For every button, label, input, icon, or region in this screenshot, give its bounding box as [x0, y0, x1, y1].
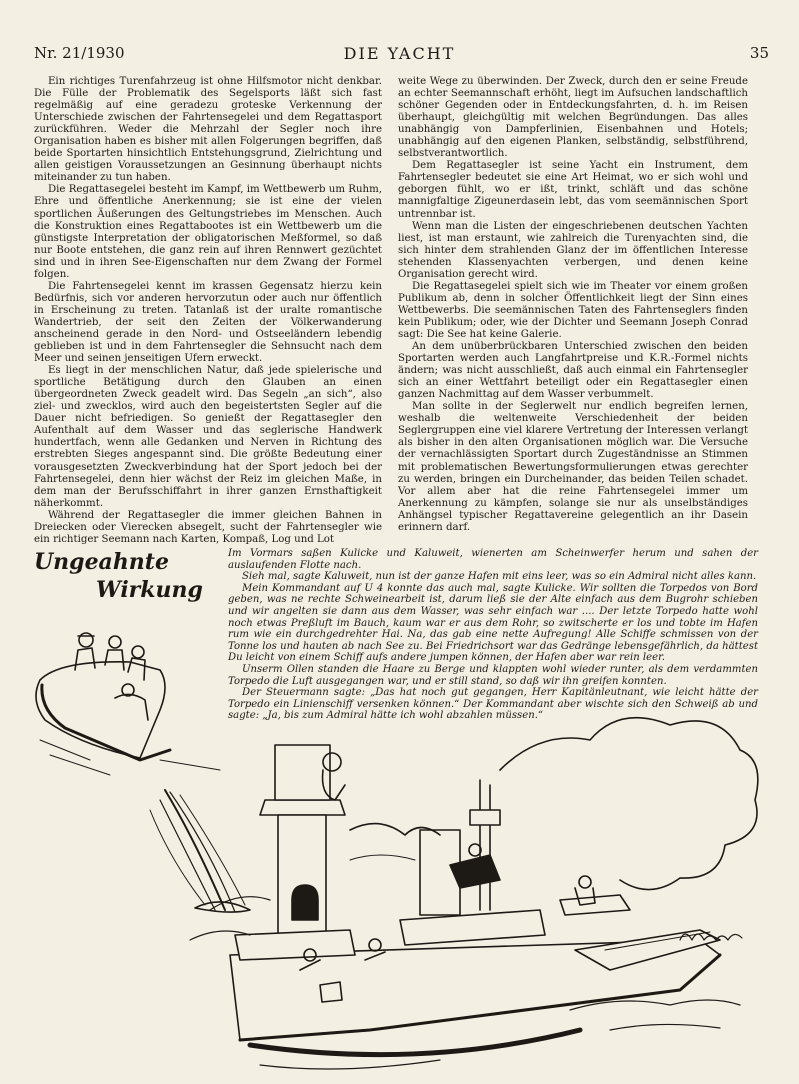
feature-title-line-1: Ungeahnte	[34, 549, 169, 575]
article-left-column	[34, 76, 382, 546]
paragraph: Die Regattasegelei besteht im Kampf, im Wettbewerb um Ruhm, Ehre und öffentliche Anerkennung; sie ist eine der vielen sportlichen Äußerungen des Geltungstriebes im Menschen. Auch die Konstruktion eines Regattabootes ist ein Wettbewerb um die günstigste Interpretation der obligatorischen Meßformel, so daß nur Boote entstehen, die ganz rein auf ihren Rennwert gezüchtet sind und in ihren See-Eigenschaften nur dem Zwang der Formel folgen.	[34, 184, 382, 280]
paragraph: weite Wege zu überwinden. Der Zweck, durch den er seine Freude an echter Seemannschaft erhöht, liegt im Aufsuchen landschaftlich schöner Gegenden oder in Entdeckungsfahrten, d. h. im Reisen überhaupt, gleichgültig mit welchen Begründungen. Das alles unabhängig von Dampferlinien, Eisenbahnen und Hotels; unabhängig auf den eigenen Planken, selbständig, selbstführend, selbstverantwortlich.	[398, 76, 748, 160]
submarine-icon	[36, 633, 170, 760]
tower-icon	[260, 745, 345, 935]
paragraph: Die Fahrtensegelei kennt im krassen Gegensatz hierzu kein Bedürfnis, sich vor anderen hervorzutun oder auch nur öffentlich in Erscheinung zu treten. Tatanlaß ist der uralte romantische Wandertrieb, der seit den Zeiten der Völkerwanderung anscheinend gerade in den Nord- und Ostseeländern lebendig geblieben ist und in dem Fahrtensegler die Sehnsucht nach dem Meer und seinen jenseitigen Ufern erweckt.	[34, 280, 382, 365]
paragraph: Während der Regattasegler die immer gleichen Bahnen in Dreiecken oder Vierecken absegelt, sucht der Fahrtensegler wie ein richtiger Seemann nach Karten, Kompaß, Log und Lot	[34, 509, 382, 545]
page-number: 35	[749, 44, 769, 62]
feature-title	[34, 548, 209, 604]
paragraph: Die Regattasegelei spielt sich wie im Theater vor einem großen Publikum ab, denn in solcher Öffentlichkeit liegt der Sinn eines Wettbewerbs. Die seemännischen Taten des Fahrtenseglers finden kein Publikum; oder, wie der Dichter und Seemann Joseph Conrad sagt: Die See hat keine Galerie.	[398, 280, 748, 340]
paragraph: An dem unüberbrückbaren Unterschied zwischen den beiden Sportarten werden auch Langfahrtpreise und K.R.-Formel nichts ändern; was nicht ausschließt, daß auch einmal ein Fahrtensegler sich an einer Wettfahrt beteiligt oder ein Regattasegler einen ganzen Nachmittag auf dem Wasser verbummelt.	[398, 341, 748, 401]
water-spray-icon	[150, 790, 250, 912]
story-paragraph: Mein Kommandant auf U 4 konnte das auch mal, sagte Kulicke. Wir sollten die Torpedos von Bord geben, was ne rechte Schweinearbeit ist, darum ließ sie der Alte einfach aus dem Bugrohr schieben und wir angelten sie dann aus dem Wasser, was sehr einfach war .... Der letzte Torpedo hatte wohl noch etwas Preßluft im Bauch, kaum war er aus dem Rohr, so zwitscherte er los und tobte im Hafen rum wie ein durchgedrehter Hai. Na, das gab eine nette Aufregung! Alle Schiffe schmissen von der Tonne los und hauten ab nach See zu. Bei Friedrichsort war das Gedränge lebensgefährlich, da hättest Du leicht von einem Schiff aufs andere jumpen können, der Hafen aber war rein leer.	[228, 582, 758, 664]
paragraph: Dem Regattasegler ist seine Yacht ein Instrument, dem Fahrtensegler bedeutet sie eine Art Heimat, wo er sich wohl und geborgen fühlt, wo er ißt, trinkt, schläft und das schöne mannigfaltige Zigeunerdasein lebt, das vom seemännischen Sport untrennbar ist.	[398, 160, 748, 220]
cartoon-illustration	[20, 610, 780, 1080]
story-paragraph: Im Vormars saßen Kulicke und Kaluweit, wienerten am Scheinwerfer herum und sahen der auslaufenden Flotte nach.	[228, 548, 758, 571]
issue-number: Nr. 21/1930	[34, 44, 125, 62]
paragraph: Ein richtiges Turenfahrzeug ist ohne Hilfsmotor nicht denkbar. Die Fülle der Problematik des Segelsports läßt sich fast regelmäßig auf eine geradezu groteske Verkennung der Unterschiede zwischen der Fahrtensegelei und dem Regattasport zurückführen. Weder die Mehrzahl der Segler noch ihre Organisation haben es bisher mit allen Folgerungen begriffen, daß beide Sportarten hinsichtlich Entstehungsgrund, Zielrichtung und allen geistigen Voraussetzungen an Gesinnung überhaupt nichts miteinander zu tun haben.	[34, 76, 382, 184]
feature-title-line-2: Wirkung	[96, 577, 203, 603]
paragraph: Man sollte in der Seglerwelt nur endlich begreifen lernen, weshalb die weltenweite Verschiedenheit der beiden Seglergruppen eine viel klarere Vertretung der Interessen verlangt als bisher in den alten Organisationen möglich war. Die Versuche der vernachlässigten Sportart durch Zugeständnisse an Stimmen mit problematischen Bewertungsformulierungen etwas gerechter zu werden, bringen ein Durcheinander, das beiden Teilen schadet. Vor allem aber hat die reine Fahrtensegelei immer um Anerkennung zu kämpfen, solange sie nur als unselbständiges Anhängsel typischer Regattavereine gelegentlich an ihr Dasein erinnern darf.	[398, 401, 748, 533]
paragraph: Wenn man die Listen der eingeschriebenen deutschen Yachten liest, ist man erstaunt, wie zahlreich die Turenyachten sind, die sich hinter dem strahlenden Glanz der im öffentlichen Interesse stehenden Klassenyachten verbergen, und denen keine Organisation gerecht wird.	[398, 220, 748, 280]
paragraph: Es liegt in der menschlichen Natur, daß jede spielerische und sportliche Betätigung durch den Glauben an einen übergeordneten Zweck geadelt wird. Das Segeln „an sich“, also ziel- und zwecklos, wird auch den begeistertsten Segler auf die Dauer nicht befriedigen. So genießt der Regattasegler den Aufenthalt auf dem Wasser und das seglerische Handwerk hundertfach, wenn alle Gedanken und Nerven in Richtung des erstrebten Sieges angespannt sind. Die größte Bedeutung einer vorausgesetzten Zweckverbindung hat der Sport jedoch bei der Fahrtensegelei, denn hier wächst der Reiz im gleichen Maße, in dem man der Berufsschiffahrt in ihrer ganzen Ernsthaftigkeit näherkommt.	[34, 365, 382, 509]
story-paragraph: Sieh mal, sagte Kaluweit, nun ist der ganze Hafen mit eins leer, was so ein Admiral nicht alles kann.	[242, 571, 757, 583]
story-paragraph: Der Steuermann sagte: „Das hat noch gut gegangen, Herr Kapitänleutnant, wie leicht hätte der Torpedo ein Linienschiff versenken können.“ Der Kommandant aber wischte sich den Schweiß ab und sagte: „Ja, bis zum Admiral hätte ich wohl abzahlen müssen.“	[228, 687, 758, 722]
article-right-column	[398, 76, 748, 534]
magazine-title: DIE YACHT	[343, 44, 456, 63]
smoke-icon	[350, 718, 758, 890]
story-paragraph: Unserm Ollen standen die Haare zu Berge und klappten wohl wieder runter, als dem verdammten Torpedo die Luft ausgegangen war, und er still stand, so daß wir ihn greifen konnten.	[228, 663, 758, 687]
